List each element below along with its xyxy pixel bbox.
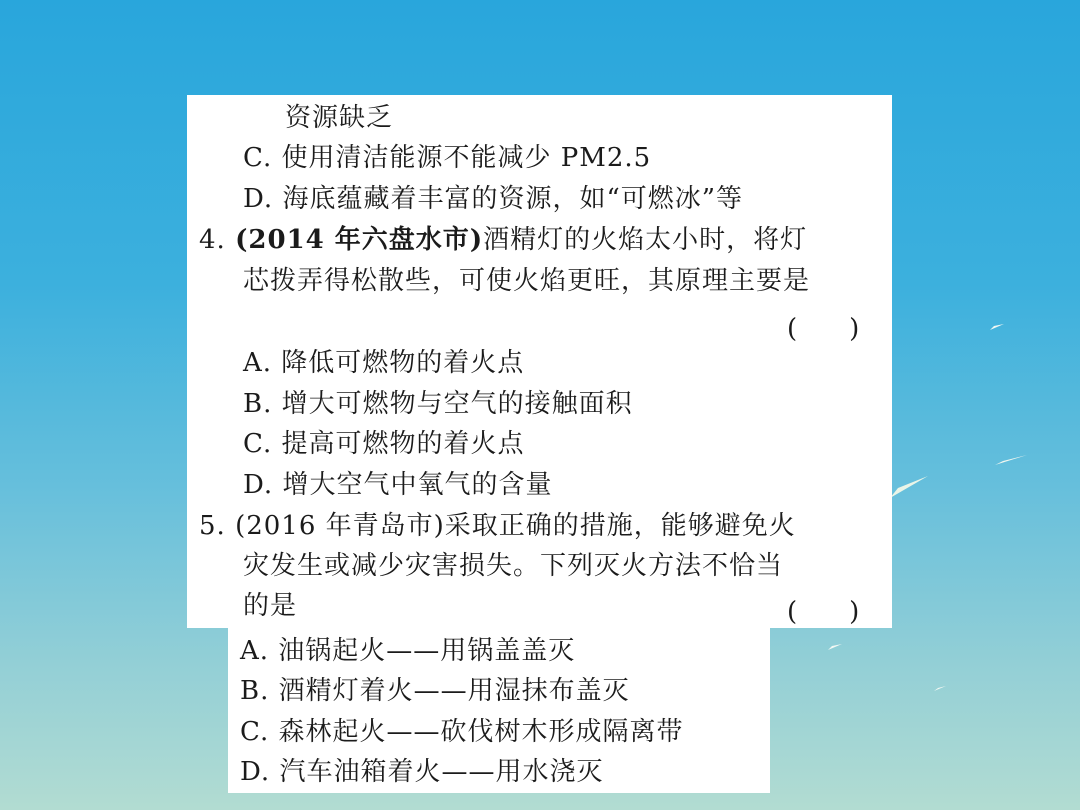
question-card-bottom bbox=[228, 628, 770, 793]
source-open: ( bbox=[235, 225, 249, 255]
question-number: 5. bbox=[199, 511, 226, 541]
text-line: 资源缺乏 bbox=[285, 103, 394, 133]
question-stem: 酒精灯的火焰太小时，将灯 bbox=[483, 225, 808, 255]
question-stem: 芯拨弄得松散些，可使火焰更旺，其原理主要是 bbox=[243, 266, 811, 296]
question-stem: 的是 bbox=[243, 591, 298, 621]
option-c: C. 森林起火——砍伐树木形成隔离带 bbox=[240, 717, 684, 747]
option-b: B. 酒精灯着火——用湿抹布盖灭 bbox=[240, 676, 630, 706]
question-4-line1 bbox=[199, 225, 807, 255]
option-b: B. 增大可燃物与空气的接触面积 bbox=[243, 389, 633, 419]
question-5-line1 bbox=[199, 511, 796, 541]
answer-blank: ( ) bbox=[787, 597, 860, 627]
paper-plane-icon bbox=[995, 453, 1029, 469]
question-source: 2014 年六盘水市 bbox=[248, 225, 470, 255]
option-c: C. 提高可燃物的着火点 bbox=[243, 429, 525, 459]
question-stem: 灾发生或减少灾害损失。下列灭火方法不恰当 bbox=[243, 551, 784, 581]
paper-plane-icon bbox=[934, 684, 948, 692]
text-line: C. 使用清洁能源不能减少 PM2.5 bbox=[243, 143, 652, 173]
question-stem: (2016 年青岛市)采取正确的措施，能够避免火 bbox=[235, 511, 796, 541]
question-card-top bbox=[187, 95, 892, 628]
source-close: ) bbox=[469, 225, 484, 255]
question-number: 4. bbox=[199, 225, 226, 255]
paper-plane-icon bbox=[828, 642, 844, 652]
option-a: A. 降低可燃物的着火点 bbox=[243, 348, 525, 378]
answer-blank: ( ) bbox=[787, 314, 860, 344]
option-d: D. 汽车油箱着火——用水浇灭 bbox=[240, 757, 604, 787]
paper-plane-icon bbox=[990, 322, 1006, 332]
option-a: A. 油锅起火——用锅盖盖灭 bbox=[240, 636, 576, 666]
option-d: D. 增大空气中氧气的含量 bbox=[243, 470, 553, 500]
paper-plane-icon bbox=[890, 470, 930, 500]
text-line: D. 海底蕴藏着丰富的资源，如“可燃冰”等 bbox=[243, 184, 744, 214]
